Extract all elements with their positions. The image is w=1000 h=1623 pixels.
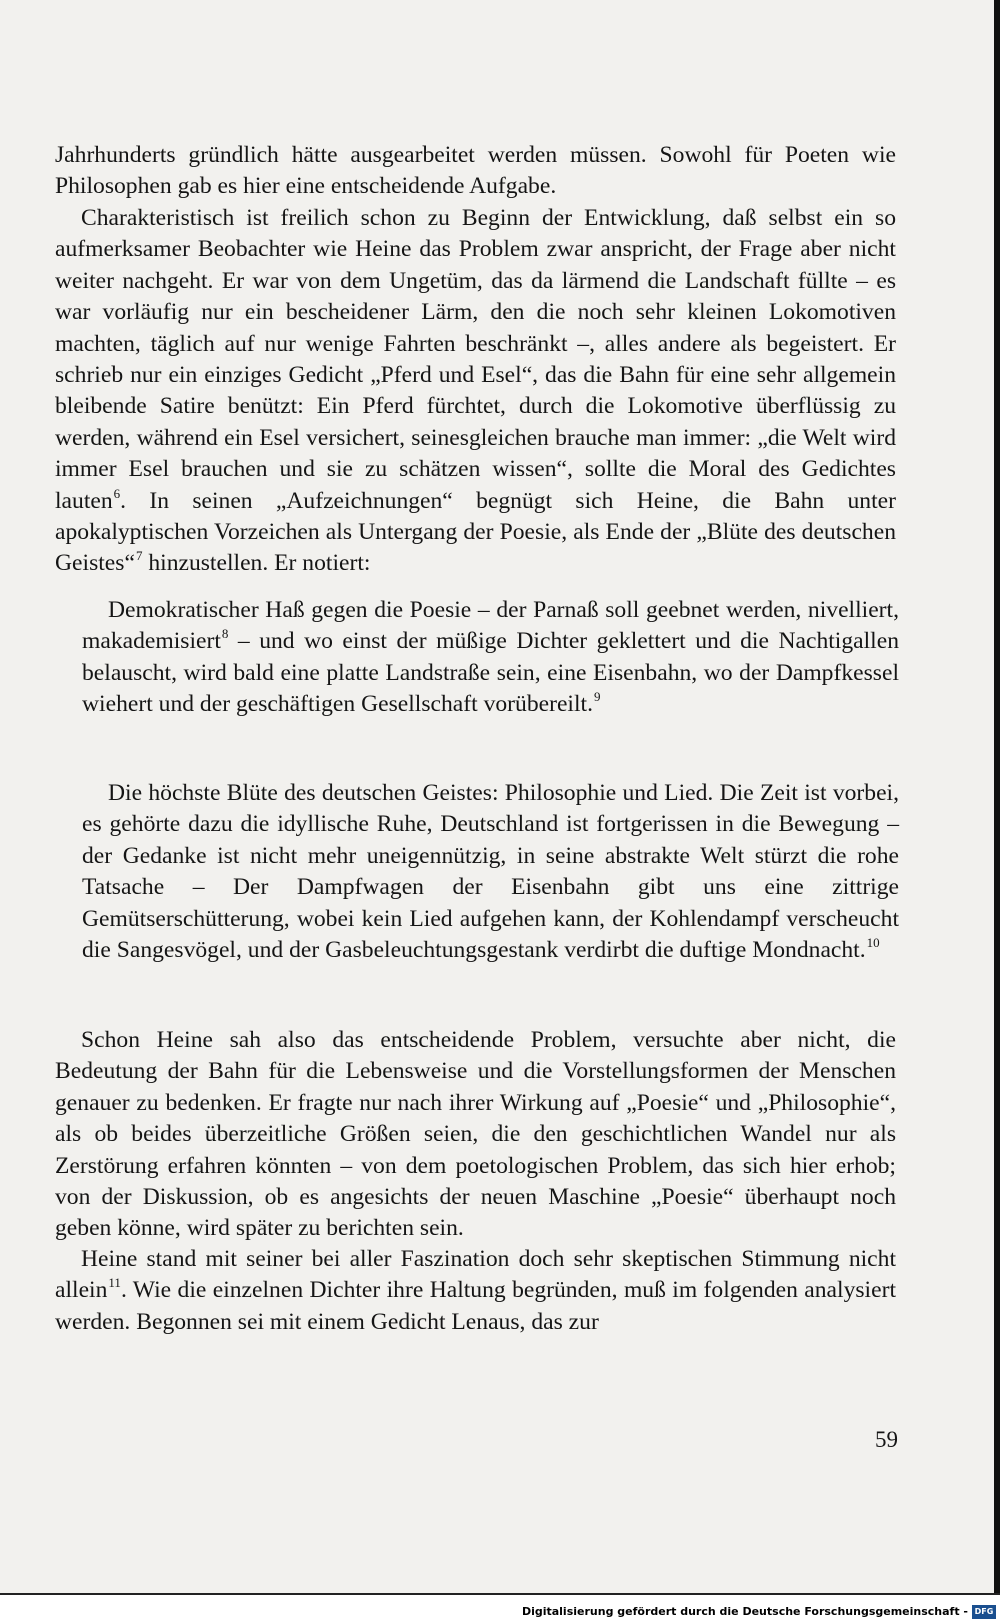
block-quote-1-text-b: – und wo einst der müßige Dichter geklettert und die Nachtigallen belauscht, wird bald eine platte Landstraße sein, eine Eisenbahn, wo der Dampfkessel wiehert und der geschäftigen Gesellschaft vorübereilt.: [82, 628, 899, 718]
footnote-ref-7: 7: [135, 548, 143, 564]
footnote-ref-10: 10: [866, 935, 880, 951]
block-quote-1-text-a: Demokratischer Haß gegen die Poesie – der Parnaß soll geebnet werden, nivelliert, makademisiert: [82, 597, 899, 655]
paragraph-4: [55, 1244, 896, 1338]
dfg-logo-icon: DFG: [972, 1605, 996, 1619]
footnote-ref-8: 8: [221, 626, 229, 642]
paragraph-3: [55, 1025, 896, 1245]
paragraph-3-text: Schon Heine sah also das entscheidende Problem, versuchte aber nicht, die Bedeutung der Bahn für die Lebensweise und die Vorstellungsformen der Menschen genauer zu bedenken. Er fragte nur nach ihrer Wirkung auf „Poesie“ und „Philosophie“, als ob beides überzeitliche Größen seien, die den geschichtlichen Wandel nur als Zerstörung erfahren könnten – von dem poetologischen Problem, das sich hier erhob; von der Diskussion, ob es angesichts der neuen Maschine „Poesie“ überhaupt noch geben könne, wird später zu berichten sein.: [55, 1027, 896, 1242]
page-number: 59: [875, 1427, 898, 1452]
footnote-ref-6: 6: [113, 485, 121, 501]
block-quote-1: [82, 595, 899, 721]
footnote-ref-11: 11: [108, 1275, 121, 1291]
paragraph-4-text-b: . Wie die einzelnen Dichter ihre Haltung begründen, muß im folgenden analysiert werden. Begonnen sei mit einem Gedicht Lenaus, das zur: [55, 1277, 896, 1335]
funding-note: Digitalisierung gefördert durch die Deutsche Forschungsgemeinschaft -: [521, 1605, 968, 1618]
footnote-ref-9: 9: [594, 689, 601, 705]
paragraph-2: [55, 203, 896, 580]
paragraph-1-text: Jahrhunderts gründlich hätte ausgearbeitet werden müssen. Sowohl für Poeten wie Philosophen gab es hier eine entscheidende Aufgabe.: [55, 142, 896, 200]
block-quote-2-text: Die höchste Blüte des deutschen Geistes: Philosophie und Lied. Die Zeit ist vorbei, es gehörte dazu die idyllische Ruhe, Deutschland ist fortgerissen in die Bewegung – der Gedanke ist nicht mehr uneigennützig, in seine abstrakte Welt stürzt die rohe Tatsache – Der Dampfwagen der Eisenbahn gibt uns eine zittrige Gemütserschütterung, wobei kein Lied aufgehen kann, der Kohlendampf verscheucht die Sangesvögel, und der Gasbeleuchtungsgestank verdirbt die duftige Mondnacht.: [82, 780, 899, 964]
digitization-footer: [0, 1593, 1000, 1623]
paragraph-2-text-a: Charakteristisch ist freilich schon zu Beginn der Entwicklung, daß selbst ein so aufmerksamer Beobachter wie Heine das Problem zwar anspricht, der Frage aber nicht weiter nachgeht. Er war von dem Ungetüm, das da lärmend die Landschaft füllte – es war vorläufig nur ein bescheidener Lärm, den die noch sehr kleinen Lokomotiven machten, täglich auf nur wenige Fahrten beschränkt –, alles andere als begeistert. Er schrieb nur ein einziges Gedicht „Pferd und Esel“, das die Bahn für eine sehr allgemein bleibende Satire benützt: Ein Pferd fürchtet, durch die Lokomotive überflüssig zu werden, während ein Esel versichert, seinesgleichen brauche man immer: „die Welt wird immer Esel brauchen und sie zu schätzen wissen“, sollte die Moral des Gedichtes lauten: [55, 205, 896, 514]
paragraph-4-text-a: Heine stand mit seiner bei aller Faszination doch sehr skeptischen Stimmung nicht allein: [55, 1246, 896, 1304]
block-quote-2: [82, 778, 899, 966]
paragraph-2-text-c: hinzustellen. Er notiert:: [142, 550, 371, 577]
paragraph-2-text-b: . In seinen „Aufzeichnungen“ begnügt sich Heine, die Bahn unter apokalyptischen Vorzeichen als Untergang der Poesie, als Ende der „Blüte des deutschen Geistes“: [55, 487, 896, 577]
scan-edge: [994, 0, 1000, 1600]
paragraph-1: [55, 140, 896, 203]
